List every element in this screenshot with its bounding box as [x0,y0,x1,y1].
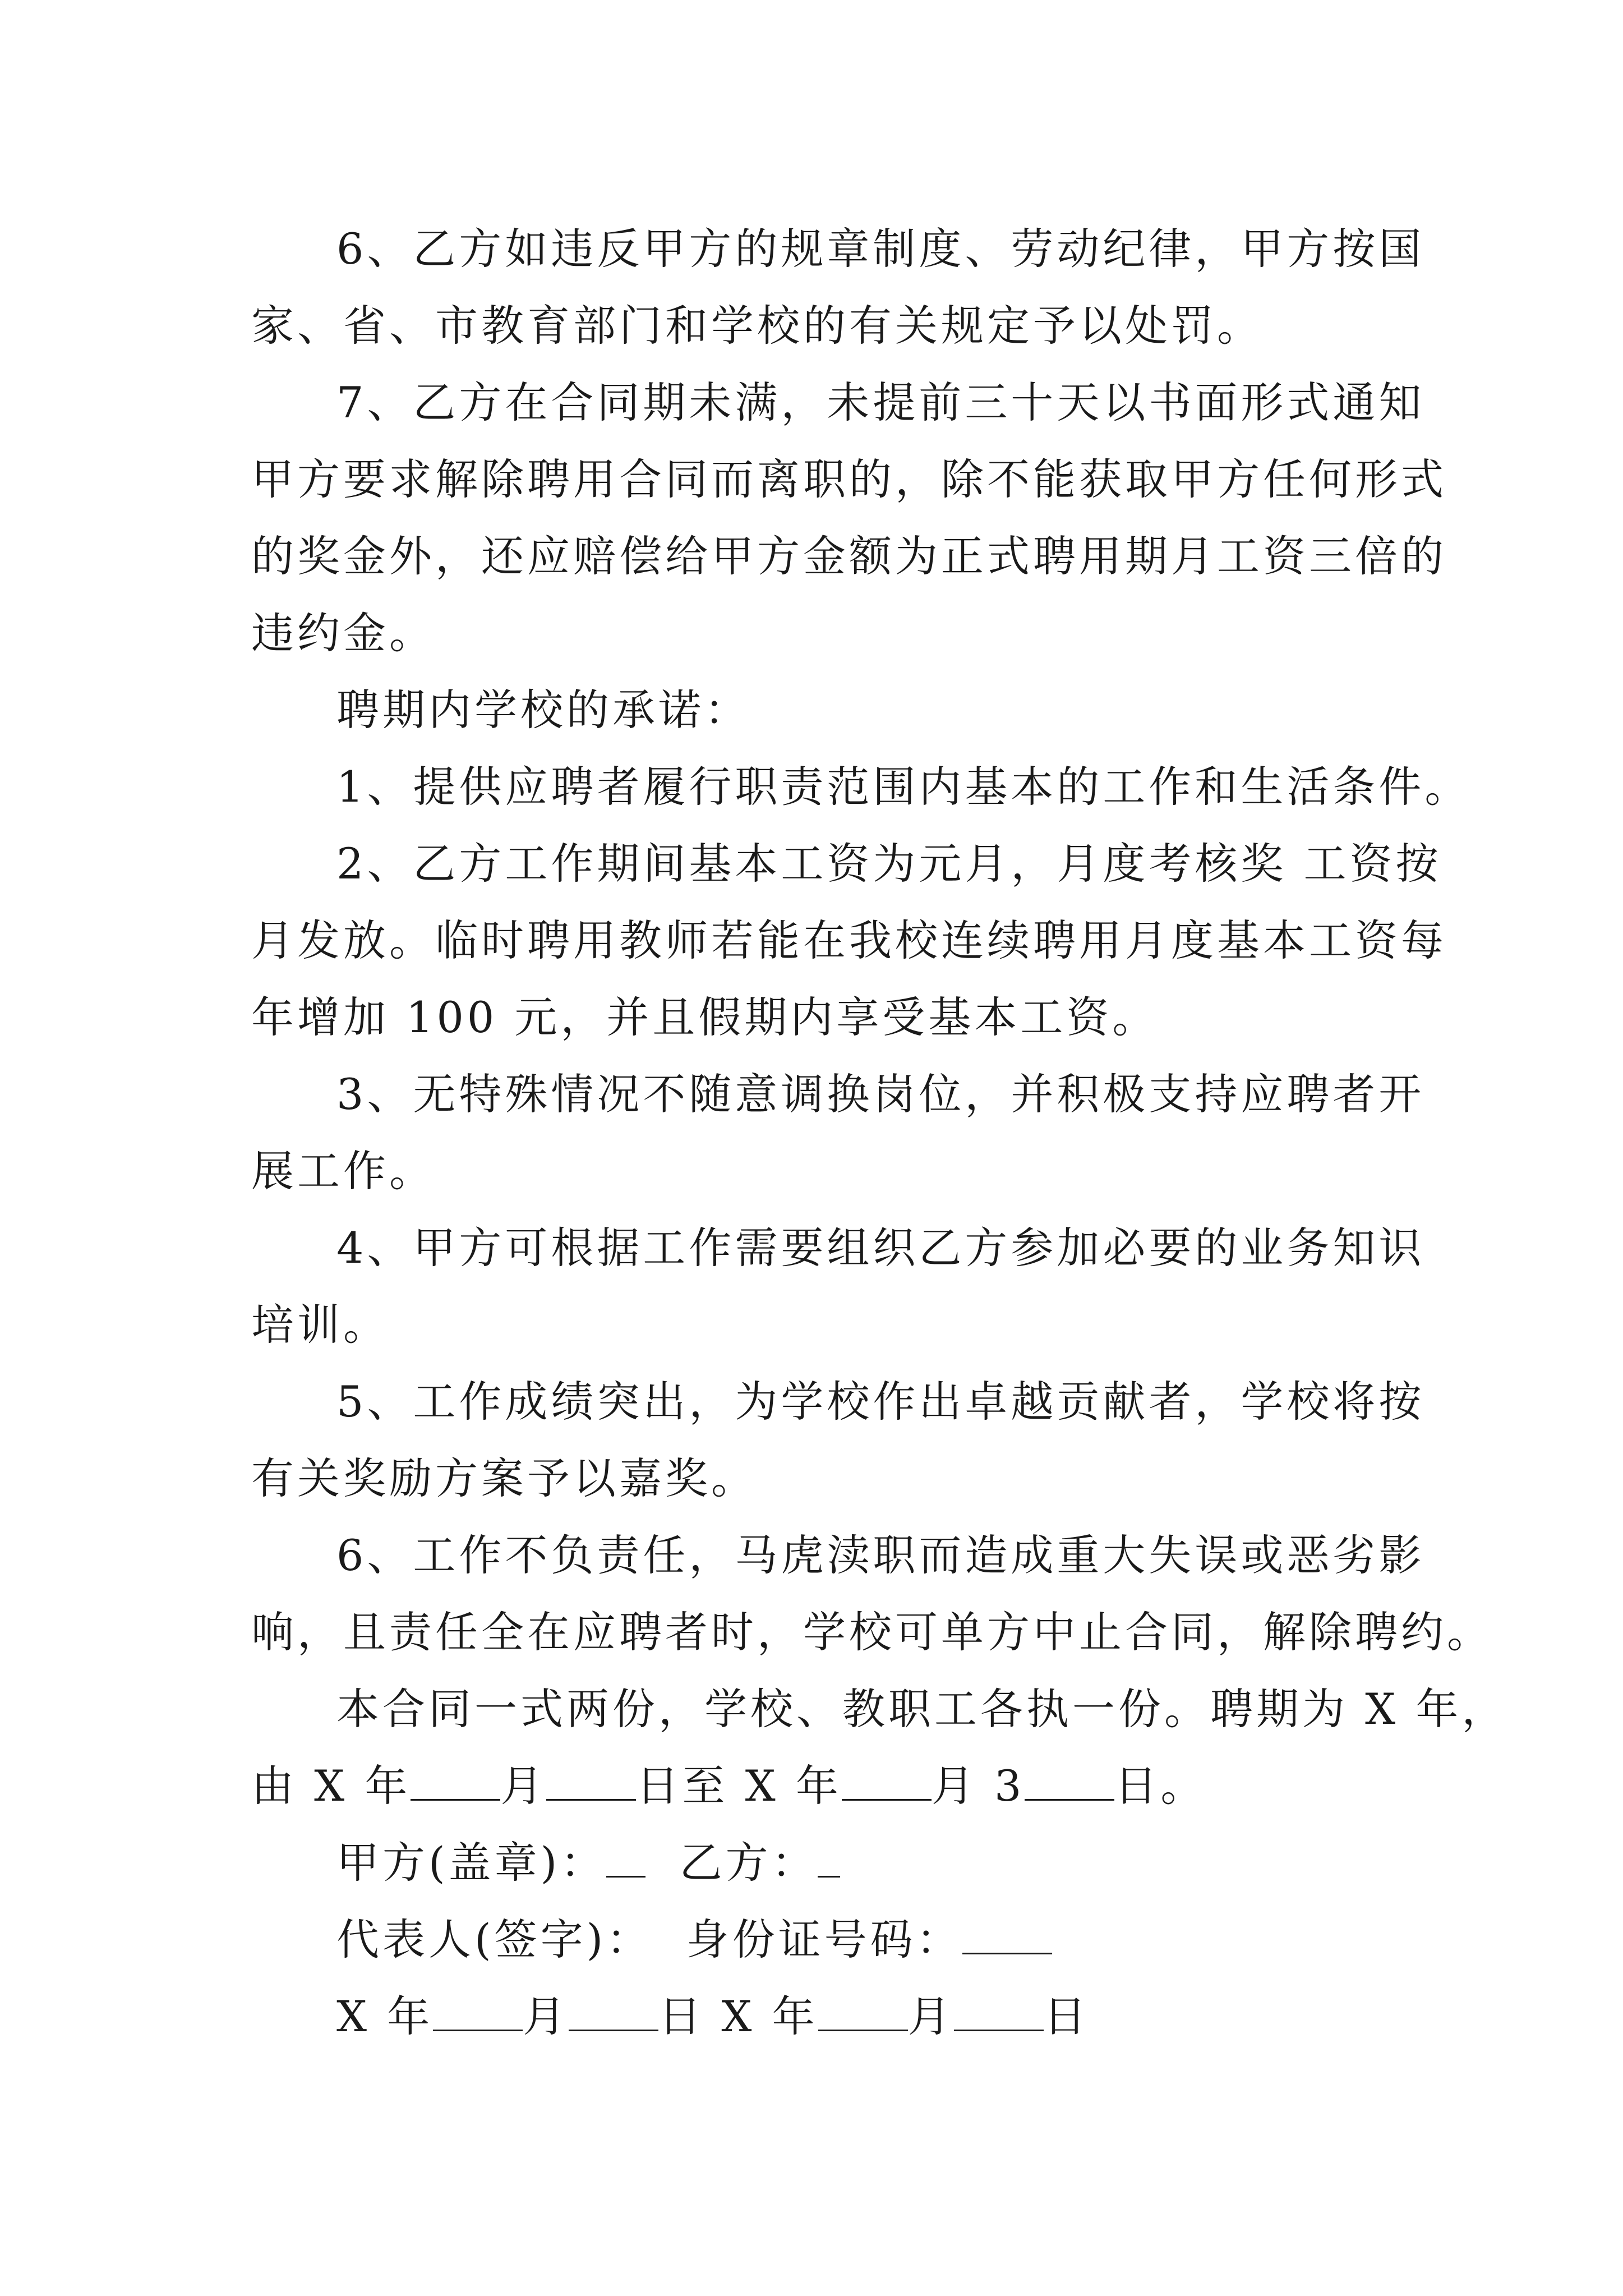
document-body [251,210,1508,2055]
text-line: 7、乙方在合同期未满，未提前三十天以书面形式通知 [336,378,1425,427]
id-number-label: 身份证号码： [686,1915,962,1964]
blank-line [569,1996,658,2031]
representative-label: 代表人(签字)： [336,1915,653,1964]
text-line: 家、省、市教育部门和学校的有关规定予以处罚。 [251,301,1263,351]
section-heading: 聘期内学校的承诺： [336,685,750,735]
blank-line [1025,1765,1114,1801]
party-b-label: 乙方： [679,1838,818,1888]
term-dates-line [251,1747,1390,1824]
text-line: 6、工作不负责任，马虎渎职而造成重大失误或恶劣影 [336,1530,1425,1580]
text-line: 4、甲方可根据工作需要组织乙方参加必要的业务知识 [336,1223,1425,1273]
text-line: 年增加 100 元，并且假期内享受基本工资。 [251,992,1159,1042]
representative-line [251,1901,1390,1978]
blank-line [962,1919,1052,1954]
text-line: 违约金。 [251,608,435,658]
blank-line [606,1842,645,1878]
text-line: 培训。 [251,1300,389,1350]
term-text: 日至 X 年 [636,1761,842,1811]
term-text: 月 [500,1761,547,1811]
term-text: 日。 [1114,1761,1207,1811]
blank-line [546,1765,636,1801]
party-a-label: 甲方(盖章)： [336,1838,607,1888]
text-line: 月发放。临时聘用教师若能在我校连续聘用月度基本工资每 [251,915,1447,965]
date-line [251,1978,1390,2055]
text-line: 甲方要求解除聘用合同而离职的，除不能获取甲方任何形式 [251,454,1447,504]
text-line: 响，且责任全在应聘者时，学校可单方中止合同，解除聘约。 [251,1607,1493,1657]
date-text: 日 [1043,1991,1090,2041]
date-text: 月 [523,1991,569,2041]
text-line: 3、无特殊情况不随意调换岗位，并积极支持应聘者开 [336,1069,1425,1119]
text-line: 有关奖励方案予以嘉奖。 [251,1453,757,1503]
text-line: 1、提供应聘者履行职责范围内基本的工作和生活条件。 [336,762,1471,812]
term-text: 月 3 [931,1761,1025,1811]
text-line: 2、乙方工作期间基本工资为元月，月度考核奖 工资按 [336,839,1442,889]
date-text: 日 X 年 [658,1991,818,2041]
blank-line [818,1842,840,1878]
signature-line [251,1824,1390,1901]
blank-line [842,1765,932,1801]
blank-line [411,1765,500,1801]
date-text: X 年 [336,1991,434,2041]
text-line: 的奖金外，还应赔偿给甲方金额为正式聘用期月工资三倍的 [251,531,1447,581]
date-text: 月 [907,1991,954,2041]
blank-line [818,1996,908,2031]
text-line: 5、工作成绩突出，为学校作出卓越贡献者，学校将按 [336,1377,1425,1427]
text-line: 6、乙方如违反甲方的规章制度、劳动纪律，甲方按国 [336,224,1425,274]
blank-line [433,1996,523,2031]
blank-line [954,1996,1044,2031]
text-line: 本合同一式两份，学校、教职工各执一份。聘期为 X 年， [336,1684,1508,1734]
text-line: 展工作。 [251,1146,435,1196]
term-text: 由 X 年 [251,1761,411,1811]
